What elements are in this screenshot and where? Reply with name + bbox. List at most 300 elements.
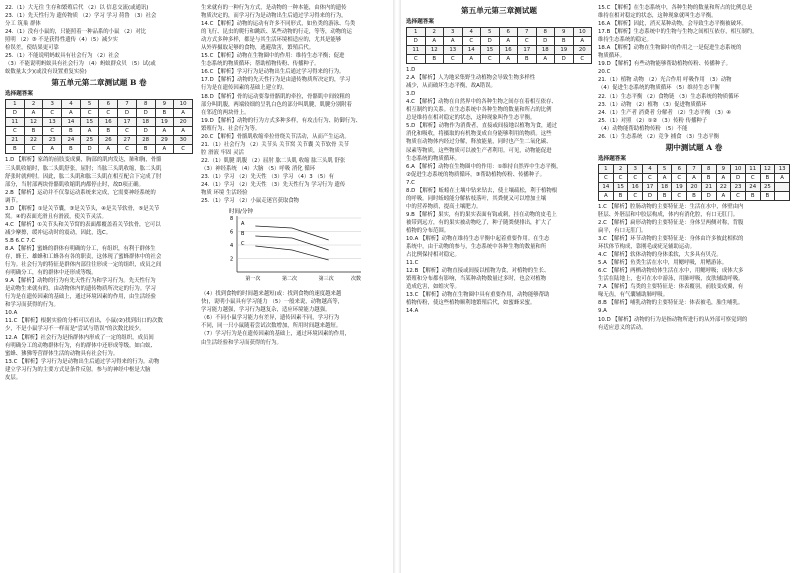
text-line: 从外界摄取足够的食物，逃避敌害，繁殖后代。 [201, 45, 315, 52]
answer-cell: B [62, 127, 81, 136]
answer-cell: D [643, 191, 658, 200]
answer-cell: C [672, 173, 687, 182]
text-line: 物质循环。 [598, 53, 625, 60]
text-line: 有适应意义的活动。 [598, 324, 647, 331]
answer-cell: A [462, 55, 481, 64]
answer-cell: A [24, 109, 43, 118]
text-line: 有明确分工，有的群体中还形成等级。 [5, 270, 97, 277]
question-number-cell: 3 [628, 164, 643, 173]
question-number-cell: 28 [136, 136, 155, 145]
question-number-cell [775, 182, 790, 191]
question-number-cell: 14 [599, 182, 614, 191]
answer-cell: D [555, 55, 574, 64]
answer-cell: A [174, 109, 193, 118]
text-line: 7.A 【解析】鸟类的主要特征是：体表覆羽，前肢变成翼，有 [598, 284, 744, 291]
answer-cell: A [62, 109, 81, 118]
text-line: 11.C [406, 260, 419, 267]
text-line: 皮层。 [5, 374, 22, 381]
text-line: 舒张时就伸肘。因此，肱二头肌和肱三头肌在相互配合下完成了肘 [5, 173, 162, 180]
question-number-cell: 4 [62, 100, 81, 109]
text-line: 部分，当肘部两块骨骼肌收缩肌肉都停止时，故D项正确。 [5, 181, 144, 188]
answer-row [599, 164, 790, 173]
text-line: 4.C 【解析】①关节头和关节窝的表面都覆盖着关节软骨，它可以 [5, 221, 161, 228]
text-line: 20.C [598, 69, 611, 76]
book-gutter [393, 0, 401, 573]
text-line: 5.B 6.C 7.C [5, 237, 36, 244]
text-line: 17.D 【解析】动物的先天性行为是由遗传物质所决定的，学习 [201, 77, 351, 84]
question-number-cell: 11 [407, 46, 426, 55]
answer-cell: C [174, 145, 193, 154]
answer-cell: C [24, 145, 43, 154]
x-axis-label: 次数 [351, 276, 362, 283]
series-label: A [241, 221, 245, 228]
text-line: 7.C [406, 179, 415, 186]
text-line: ②促进生态系统的物质循环，③帮助植物传粉、传播种子。 [406, 171, 546, 178]
answer-cell: D [407, 37, 426, 46]
question-number-cell: 22 [24, 136, 43, 145]
text-line: 25.（1）不能说明蚂蚁具有社会行为 （2）社会 [5, 53, 120, 60]
text-line: 不同，同一只小鼠随着尝试次数增加，所用时间越来越短。 [201, 323, 342, 330]
answer-cell: C [118, 145, 137, 154]
text-line: 的飞行、昆虫的爬行和跳跃、某些动物的行走，等等，动物的运 [201, 29, 352, 36]
answer-cell: A [80, 127, 99, 136]
text-line: 4.C 【解析】动物在自然界中的各种生物之间存在着相互依存、 [406, 99, 557, 106]
answer-grid-b [5, 99, 193, 154]
answer-cell: C [99, 109, 118, 118]
text-line: 5.A 【解析】鱼类生活在水中，用鳃呼吸，用鳍游泳。 [598, 260, 728, 267]
text-line: 22.（1）生态平衡 （2）食物链 （3）生态系统的物质循环 [598, 93, 739, 100]
text-line: 喙无齿，有气囊辅助肺呼吸。 [598, 292, 669, 299]
answer-row [407, 46, 592, 55]
text-line: 8.A 【解析】蜜蜂的群体有明确的分工，有组织，有利于群体生 [5, 245, 156, 252]
series-label: B [241, 231, 245, 238]
text-line: 16.A 【解析】因此，消灭某种动物，会导致生态平衡被破坏。 [598, 21, 747, 28]
answer-cell: C [462, 37, 481, 46]
text-line: 少，不是小鼠学习不一样而是"尝试与错误"的次数比较少。 [5, 326, 145, 333]
y-tick-label: 8 [230, 216, 234, 223]
answer-cell: C [613, 173, 628, 182]
question-number-cell: 2 [425, 28, 444, 37]
text-line: 占比例保持相对稳定。 [406, 252, 460, 259]
answer-cell: B [99, 127, 118, 136]
question-number-cell: 18 [657, 182, 672, 191]
text-line: 快)，说明小鼠具有学习能力 （5）一般来说，动物越高等， [201, 299, 344, 306]
left-col1-top-text [5, 4, 193, 76]
answer-cell: B [657, 191, 672, 200]
question-number-cell: 7 [118, 100, 137, 109]
answer-row [407, 37, 592, 46]
text-line: 生活在陆地上，也可在水中游泳，用肺呼吸，皮肤辅助呼吸。 [598, 276, 744, 283]
question-number-cell: 12 [760, 164, 775, 173]
text-line: 15.C 【解析】在生态系统中，各种生物的数量和所占的比例总是 [598, 5, 753, 11]
answer-cell: B [687, 191, 702, 200]
text-line: 相互制约的关系。在生态系统中各种生物的数量和所占的比例 [406, 107, 552, 114]
text-line: 在邻近的两块骨上。 [201, 109, 250, 116]
question-number-cell: 19 [555, 46, 574, 55]
answer-cell: A [43, 145, 62, 154]
answer-row [6, 127, 193, 136]
text-line: （3）不能说明蚂蚁具有社会行为 （4）蚂蚁群众贝 （5）试(或 [5, 61, 156, 68]
answer-row [599, 182, 790, 191]
text-line: 10.A 【解析】动物在维持生态平衡中起着重要作用。在生态 [406, 236, 550, 243]
text-line: 蜜蜂、狒狒等营群体生活的动物具有社会行为。 [5, 350, 119, 357]
question-number-cell: 15 [80, 118, 99, 127]
answer-cell: A [99, 145, 118, 154]
answer-cell: B [555, 37, 574, 46]
answer-cell: C [672, 191, 687, 200]
answer-row [6, 118, 193, 127]
text-line: 蚁数量太少)(或没有设置重复实验) [5, 69, 87, 76]
question-number-cell: 15 [481, 46, 500, 55]
text-line: 窝。④的表面光滑且有滑液，使关节灵活。 [5, 213, 107, 220]
question-number-cell: 3 [43, 100, 62, 109]
answer-row [599, 191, 790, 200]
answer-cell: D [136, 127, 155, 136]
right-column-1 [406, 4, 592, 571]
question-number-cell: 7 [687, 164, 702, 173]
question-number-cell: 9 [716, 164, 731, 173]
text-line: （4）动物能帮助植物传粉 （5）不能 [598, 125, 688, 132]
text-line: 1.D [406, 67, 416, 74]
text-line: 9.B 【解析】果实，有的果实表面有钩或刺，挂在动物的皮毛上 [406, 211, 557, 218]
text-line: 胚层、外胚层和中胶层构成，体内有消化腔，有口无肛门。 [598, 211, 739, 218]
answer-row [407, 55, 592, 64]
answer-label-3: 选择题答案 [406, 19, 434, 25]
text-line: 尿素等物质，这些物质可以被生产者利用。可见，动物能促进 [406, 147, 552, 154]
text-line: 和学习而获得的行为。 [5, 302, 59, 309]
text-line: 系统中，由于动物的参与，生态系统中各种生物的数量和所 [406, 244, 547, 251]
answer-cell: B [760, 173, 775, 182]
answer-cell: C [407, 55, 426, 64]
text-line: 5.D 【解析】动物作为消费者，直接或间接地以植物为食，通过 [406, 123, 558, 130]
question-number-cell: 6 [499, 28, 518, 37]
y-tick-label: 2 [230, 256, 234, 263]
text-line: （3）神经系统 （4）大脑 （5）呼吸 消化 循环 [201, 165, 316, 172]
question-number-cell: 11 [6, 118, 25, 127]
question-number-cell: 9 [155, 100, 174, 109]
text-line: 学习能力越强，学习行为越复杂，适应环境能力越强。 [201, 307, 331, 314]
question-number-cell: 21 [701, 182, 716, 191]
text-line: 20.C 【解析】骨骼肌收缩牵拉骨绕关节活动，从而产生运动。 [201, 133, 350, 140]
x-tick-label: 第二次 [282, 276, 298, 283]
y-tick-label: 6 [230, 229, 234, 236]
question-number-cell: 19 [155, 118, 174, 127]
answer-cell: A [499, 37, 518, 46]
answer-cell: C [745, 173, 760, 182]
answer-cell: B [760, 191, 775, 200]
text-line: 植物的分布范围。 [406, 227, 450, 234]
text-line: 25.（1）学习 （2）小鼠走迷宫获取食物 [201, 198, 300, 205]
answer-row [6, 100, 193, 109]
question-number-cell: 6 [672, 164, 687, 173]
answer-grid-midterm [598, 164, 790, 201]
answer-cell: D [731, 173, 746, 182]
answer-cell: B [425, 55, 444, 64]
answer-cell: A [599, 191, 614, 200]
question-number-cell: 12 [425, 46, 444, 55]
question-number-cell: 23 [43, 136, 62, 145]
text-line: 4.C 【解析】软体动物的身体柔软，大多具有贝壳。 [598, 252, 722, 259]
text-line: 18.D 【解析】骨的运动要靠骨骼肌的牵拉，骨骼肌中间较粗的 [201, 93, 351, 100]
text-line: 2.A 【解析】人为地采集野生动植物会导致生物多样性 [406, 75, 536, 82]
answer-cell: B [613, 191, 628, 200]
text-line: 生来就有的一种行为方式，是动物的一种本能，由体内的遗传 [201, 5, 347, 11]
left-column-1 [5, 4, 193, 571]
text-line: 有明确分工的动物群体行为，有的群体中还形成等级。如白蚁、 [5, 342, 156, 349]
answer-cell: C [599, 173, 614, 182]
answer-cell: C [628, 173, 643, 182]
answer-cell: A [499, 55, 518, 64]
text-line: 8.D 【解析】蚯蚓在土壤中钻来钻去，使土壤疏松，利于植物根 [406, 187, 558, 194]
text-line: 2.C 【解析】扁形动物的主要特征是：身体呈两侧对称，背腹 [598, 219, 744, 226]
question-number-cell: 3 [444, 28, 463, 37]
series-line [255, 236, 328, 250]
answer-grid-3 [406, 27, 592, 64]
answer-cell: C [80, 109, 99, 118]
answer-row [599, 173, 790, 182]
question-number-cell: 23 [731, 182, 746, 191]
answer-cell: A [687, 173, 702, 182]
left-col2-tail-text [201, 290, 389, 346]
question-number-cell: 8 [136, 100, 155, 109]
question-number-cell: 17 [518, 46, 537, 55]
text-line: 13.C 【解析】动物在生物圈中具有重要作用，动物能够帮助 [406, 292, 550, 299]
text-line: 生态系统的物质循环。 [406, 155, 460, 162]
question-number-cell: 13 [775, 164, 790, 173]
answer-cell: B [518, 55, 537, 64]
answer-cell: A [657, 173, 672, 182]
text-line: 21.（1）植物 动物 （2）光合作用 呼吸作用 （3）动物 [598, 77, 732, 84]
text-line: 24.（1）没有小鼠的，只能照着一种品系的小鼠 （2）对比 [5, 29, 147, 36]
question-number-cell: 25 [760, 182, 775, 191]
question-number-cell: 16 [628, 182, 643, 191]
question-number-cell: 14 [62, 118, 81, 127]
answer-cell: C [628, 191, 643, 200]
answer-cell: B [745, 191, 760, 200]
text-line: 维持在相对稳定的状态，这种现象就叫生态平衡。 [598, 13, 717, 20]
text-line: 繁殖行为、社会行为等。 [201, 125, 261, 132]
y-tick-label: 4 [230, 243, 234, 250]
question-number-cell: 4 [643, 164, 658, 173]
text-line: 物质 环境 生活经验 [201, 190, 248, 197]
text-line: （4）促进生态系统的物质循环 （5）维持生态平衡 [598, 85, 720, 92]
chart-y-title: 时间/分钟 [229, 209, 253, 216]
question-number-cell: 13 [43, 118, 62, 127]
question-number-cell: 4 [462, 28, 481, 37]
text-line: 被带到远方，有的果实被动物吃了，种子随粪便排出，扩大了 [406, 219, 552, 226]
right-col1-body-text [406, 66, 592, 315]
answer-cell: C [518, 37, 537, 46]
text-line: 物质决定的，而学习行为是动物出生后通过学习得来的行为， [201, 13, 347, 20]
text-line: 12.B 【解析】动物直接或间接以植物为食，对植物的生长、 [406, 268, 550, 275]
answer-cell: D [136, 109, 155, 118]
answer-cell: D [481, 37, 500, 46]
left-col2-body-text [201, 4, 389, 205]
question-number-cell: 8 [536, 28, 555, 37]
text-line: 生态系统的物质循环；帮助植物传粉、传播种子。 [201, 61, 320, 68]
answer-cell: D [80, 145, 99, 154]
question-number-cell: 10 [174, 100, 193, 109]
answer-cell: D [6, 109, 25, 118]
text-line: 19.D 【解析】有些动物能够帮助植物传粉、传播种子。 [598, 61, 732, 68]
text-line: 8.B 【解析】哺乳动物的主要特征是：体表被毛，胎生哺乳。 [598, 300, 744, 307]
answer-cell: A [425, 37, 444, 46]
question-number-cell: 19 [672, 182, 687, 191]
text-line: 繁殖和分布都有影响，当某种动物数量过多时，也会对植物 [406, 276, 547, 283]
question-number-cell: 5 [80, 100, 99, 109]
question-number-cell: 18 [536, 46, 555, 55]
question-number-cell: 27 [118, 136, 137, 145]
question-number-cell: 16 [499, 46, 518, 55]
answer-cell: A [775, 173, 790, 182]
section-title-mid: 期中测试题 A 卷 [665, 142, 723, 152]
answer-cell: C [481, 55, 500, 64]
text-line: 环状体节构成，靠刚毛或疣足辅助运动。 [598, 244, 696, 251]
text-line: 18.A 【解析】动物在生物圈中的作用之一是促进生态系统的 [598, 45, 742, 52]
answer-cell: A [573, 37, 592, 46]
text-line: 23.（1）先天性行为 遗传物质 （2）学习 学习 荷鲁 （3）社会 [5, 13, 157, 20]
answer-cell: C [6, 127, 25, 136]
answer-cell: B [136, 145, 155, 154]
question-number-cell: 24 [745, 182, 760, 191]
text-line: 13.C 【解析】学习行为是动物出生后通过学习得来的行为。动物 [5, 358, 160, 365]
text-line: 扁平，有口无肛门。 [598, 227, 647, 234]
question-number-cell: 26 [99, 136, 118, 145]
question-number-cell: 29 [155, 136, 174, 145]
learning-chart [221, 206, 371, 286]
text-line: 动方式多种多样，都是与其生活环境相适应的，尤其是能够 [201, 37, 342, 44]
text-line: 是动物生来就有的，由动物体内的遗传物质所决定的行为。学习 [5, 286, 156, 293]
section-title-b: 第五单元第二章测试题 B 卷 [51, 78, 147, 88]
question-number-cell: 18 [136, 118, 155, 127]
answer-cell: C [573, 55, 592, 64]
right-col2-body-text [598, 4, 790, 141]
text-line: 12.A 【解析】社会行为是指群体内形成了一定的组织，成员间 [5, 334, 154, 341]
text-line: 24.（1）学习 （2）先天性 （3）先天性行为 学习行为 遗传 [201, 182, 346, 189]
text-line: 24.（1）生产者 消费者 分解者 （2）生态平衡 （3）④ [598, 109, 731, 116]
text-line: 行为是在遗传因素的基础上建立的。 [201, 85, 288, 92]
question-number-cell: 25 [80, 136, 99, 145]
question-number-cell: 7 [518, 28, 537, 37]
text-line: 3.D 【解析】①是关节囊，③是关节头，④是关节软骨，⑤是关节 [5, 205, 160, 212]
right-column-2 [598, 4, 790, 571]
question-number-cell: 10 [573, 28, 592, 37]
answer-row [6, 136, 193, 145]
answer-label-b: 选择题答案 [5, 91, 33, 98]
series-label: C [241, 241, 245, 248]
text-line: 由生活经验和学习而获得的行为。 [201, 339, 282, 346]
question-number-cell: 21 [6, 136, 25, 145]
text-line: 10.D 【解析】动物的行为是指动物所进行的从外部可察觉到的 [598, 316, 748, 323]
text-line: 照明 （2）③ 不是获得性遗传（4）（5）减少实 [5, 37, 118, 44]
answer-label-mid: 选择题答案 [598, 155, 626, 162]
answer-cell: A [716, 191, 731, 200]
text-line: 25.（1）对照 （2）①② （3）传粉 传播种子 [598, 117, 708, 124]
right-page [401, 0, 794, 573]
text-line: 检误差，使结果更可靠 [5, 45, 59, 52]
answer-cell: C [444, 55, 463, 64]
text-line: 植物传粉，使这些植物顺利地繁殖后代，如蜜蜂采蜜。 [406, 300, 536, 307]
text-line: 调节。 [5, 197, 22, 204]
text-line: 19.D 【解析】动物的行为方式多种多样，有攻击行为、防御行为、 [201, 117, 361, 124]
left-col1-body-text [5, 156, 193, 381]
answer-cell [775, 191, 790, 200]
text-line: 22.（1）大无往 生存和繁殖后代 （2）以 信息交流(或通讯) [5, 5, 149, 11]
text-line: 中的营养物质，提高土壤肥力。 [406, 203, 482, 210]
section-title-3: 第五单元第三章测试题 [461, 6, 537, 15]
answer-cell: A [155, 145, 174, 154]
answer-cell: C [118, 127, 137, 136]
question-number-cell: 30 [174, 136, 193, 145]
answer-row [407, 28, 592, 37]
answer-cell: D [536, 37, 555, 46]
text-line: （7）学习行为是在遗传因素的基础上，通过环境因素的作用， [201, 331, 350, 338]
question-number-cell: 1 [6, 100, 25, 109]
text-line: 1.C 【解析】腔肠动物的主要特征是：生活在水中，体壁由内 [598, 203, 744, 210]
answer-cell: C [731, 191, 746, 200]
answer-row [6, 145, 193, 154]
text-line: 减少，从而破坏生态平衡，故A错误。 [406, 83, 496, 90]
text-line: （6）不同小鼠学习能力有差异，遗传因素不同，学习行为 [201, 315, 340, 322]
question-number-cell: 10 [731, 164, 746, 173]
text-line: 11.C 【解析】根据实验的分析可以看出，小鼠(②)找到出口的次数 [5, 318, 163, 325]
answer-cell: A [155, 127, 174, 136]
answer-cell: B [155, 109, 174, 118]
text-line: 腔 滑液 牢固 灵活 [201, 149, 244, 156]
answer-cell: A [444, 37, 463, 46]
question-number-cell: 11 [745, 164, 760, 173]
question-number-cell: 5 [657, 164, 672, 173]
question-number-cell: 1 [407, 28, 426, 37]
text-line: 10.A [5, 310, 18, 317]
question-number-cell: 17 [643, 182, 658, 191]
text-line: 存，蜂王、雄蜂和工蜂各有各的职责，这体现了蜜蜂群体中的社会 [5, 254, 162, 261]
text-line: 减少摩擦，缓冲运动时的震动，因此，选C。 [5, 229, 112, 236]
x-tick-label: 第一次 [245, 276, 261, 283]
text-line: 6.A 【解析】动物在生物圈中的作用：①维持自然界中生态平衡， [406, 163, 562, 170]
text-line: 行为。社会行为的特征是群体内部往往形成一定的组织，成员之间 [5, 262, 162, 269]
answer-cell: C [43, 127, 62, 136]
answer-cell: D [118, 109, 137, 118]
left-column-2 [201, 4, 389, 571]
answer-cell: C [643, 173, 658, 182]
text-line: 的呼吸。同时蚯蚓能分解枯枝落叶，其粪便又可以增加土壤 [406, 195, 547, 202]
text-line: 总是维持在相对稳定的状态，这种现象叫作生态平衡。 [406, 115, 536, 122]
answer-cell: C [43, 109, 62, 118]
question-number-cell: 13 [444, 46, 463, 55]
text-line: 15.C 【解析】动物在生物圈中的作用：维持生态平衡；促进 [201, 53, 345, 60]
text-line: 3.C 【解析】环节动物的主要特征是：身体由许多彼此相似的 [598, 236, 744, 243]
question-number-cell: 12 [24, 118, 43, 127]
question-number-cell: 16 [99, 118, 118, 127]
question-number-cell: 20 [687, 182, 702, 191]
text-line: 23.（1）学习 （2）先天性 （3）学习 （4）3 （5）有 [201, 173, 335, 180]
question-number-cell: 17 [118, 118, 137, 127]
left-page [0, 0, 393, 573]
text-line: 23.（1）动物 （2）植物 （3）促进物质循环 [598, 101, 707, 108]
text-line: 14.A [406, 308, 419, 315]
question-number-cell: 2 [613, 164, 628, 173]
text-line: 1.D 【解析】家鸽的前肢变成翼，胸部的肌肉发达，肺和胸，骨骼 [5, 157, 162, 164]
text-line: 物质在动物体内经过分解，释放能量，同时也产生二氧化碳、 [406, 139, 552, 146]
question-number-cell: 6 [99, 100, 118, 109]
answer-cell: A [716, 173, 731, 182]
question-number-cell: 15 [613, 182, 628, 191]
text-line: 部分叫肌腹，两端较细的呈乳白色的部分叫肌腱，肌腱分别附着 [201, 101, 352, 108]
question-number-cell: 20 [573, 46, 592, 55]
text-line: 三头肌收缩时，肱二头肌舒张，屈肘；当肱三头肌收缩，肱二头肌 [5, 165, 162, 172]
answer-cell: A [536, 55, 555, 64]
